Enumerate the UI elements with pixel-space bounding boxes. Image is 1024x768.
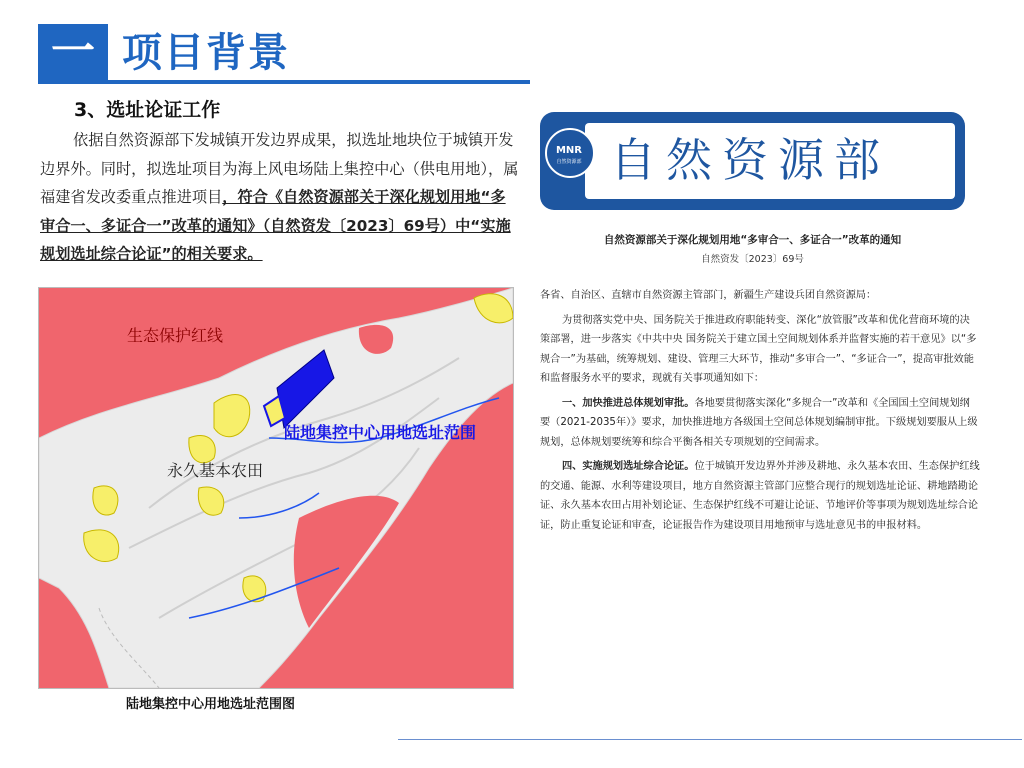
paragraph-text: 依据自然资源部下发城镇开发边界成果，拟选址地块位于城镇开发边界外。同时，拟选址项目为海上风电场陆上集控中心（供电用地），属福建省发改委重点推进项目 <box>40 131 519 206</box>
farmland-label: 永久基本农田 <box>167 461 264 480</box>
mnr-logo-subtext: 自然资源部 <box>556 159 582 165</box>
map-caption: 陆地集控中心用地选址范围图 <box>126 697 296 712</box>
document-title: 自然资源部关于深化规划用地“多审合一、多证合一”改革的通知 <box>603 234 902 246</box>
document-number: 自然资发〔2023〕69号 <box>701 254 804 265</box>
item-1-heading: 一、加快推进总体规划审批。 <box>562 397 695 409</box>
footer-divider <box>398 739 1022 740</box>
document-item-1 <box>540 394 980 453</box>
document-salutation: 各省、自治区、直辖市自然资源主管部门，新疆生产建设兵团自然资源局： <box>540 290 877 301</box>
item-4-heading: 四、实施规划选址综合论证。 <box>562 461 695 472</box>
header-divider <box>38 80 530 84</box>
item-1-text: 各地要贯彻落实深化“多规合一”改革和《全国国土空间规划纲要（2021-2035年）》要求，加快推进地方各级国土空间总体规划编制审批。下级规划要服从上级规划，总体规划要统筹和综合平衡各相关专项规划的空间需求。 <box>540 397 978 448</box>
document-item-4 <box>540 457 980 535</box>
site-selection-map <box>38 287 514 689</box>
mnr-banner-title: 自然资源部 <box>610 133 890 187</box>
body-paragraph <box>40 126 520 269</box>
eco-redline-label: 生态保护红线 <box>127 326 224 345</box>
item-4-text: 位于城镇开发边界外并涉及耕地、永久基本农田、生态保护红线的交通、能源、水利等建设项目，地方自然资源主管部门应整合现行的规划选址论证、耕地踏勘论证、永久基本农田占用补划论证、生态保护红线不可避让论证、节地评价等事项为规划选址综合论证，防止重复论证和审查，论证报告作为建设项目用地预审与选址意见书的申报材料。 <box>540 461 980 531</box>
page-title: 项目背景 <box>122 30 290 76</box>
paragraph-emphasis: ，符合《自然资源部关于深化规划用地“多审合一、多证合一”改革的通知》（自然资发〔2023〕69号）中“实施规划选址综合论证”的相关要求。 <box>40 188 511 263</box>
site-label: 陆地集控中心用地选址范围 <box>284 423 477 442</box>
section-title: 3、选址论证工作 <box>74 99 221 121</box>
section-number: 一 <box>51 26 95 77</box>
mnr-logo-text: MNR <box>555 145 583 156</box>
document-body <box>540 286 980 540</box>
document-intro: 为贯彻落实党中央、国务院关于推进政府职能转变、深化“放管服”改革和优化营商环境的决策部署，进一步落实《中共中央 国务院关于建立国土空间规划体系并监督实施的若干意见》以“多规合一”为基础，统筹规划、建设、管理三大环节，推动“多审合一”、“多证合一”，提高审批效能和监督服务水平的要求，现就有关事项通知如下： <box>540 314 977 384</box>
map-graphic <box>39 288 513 688</box>
